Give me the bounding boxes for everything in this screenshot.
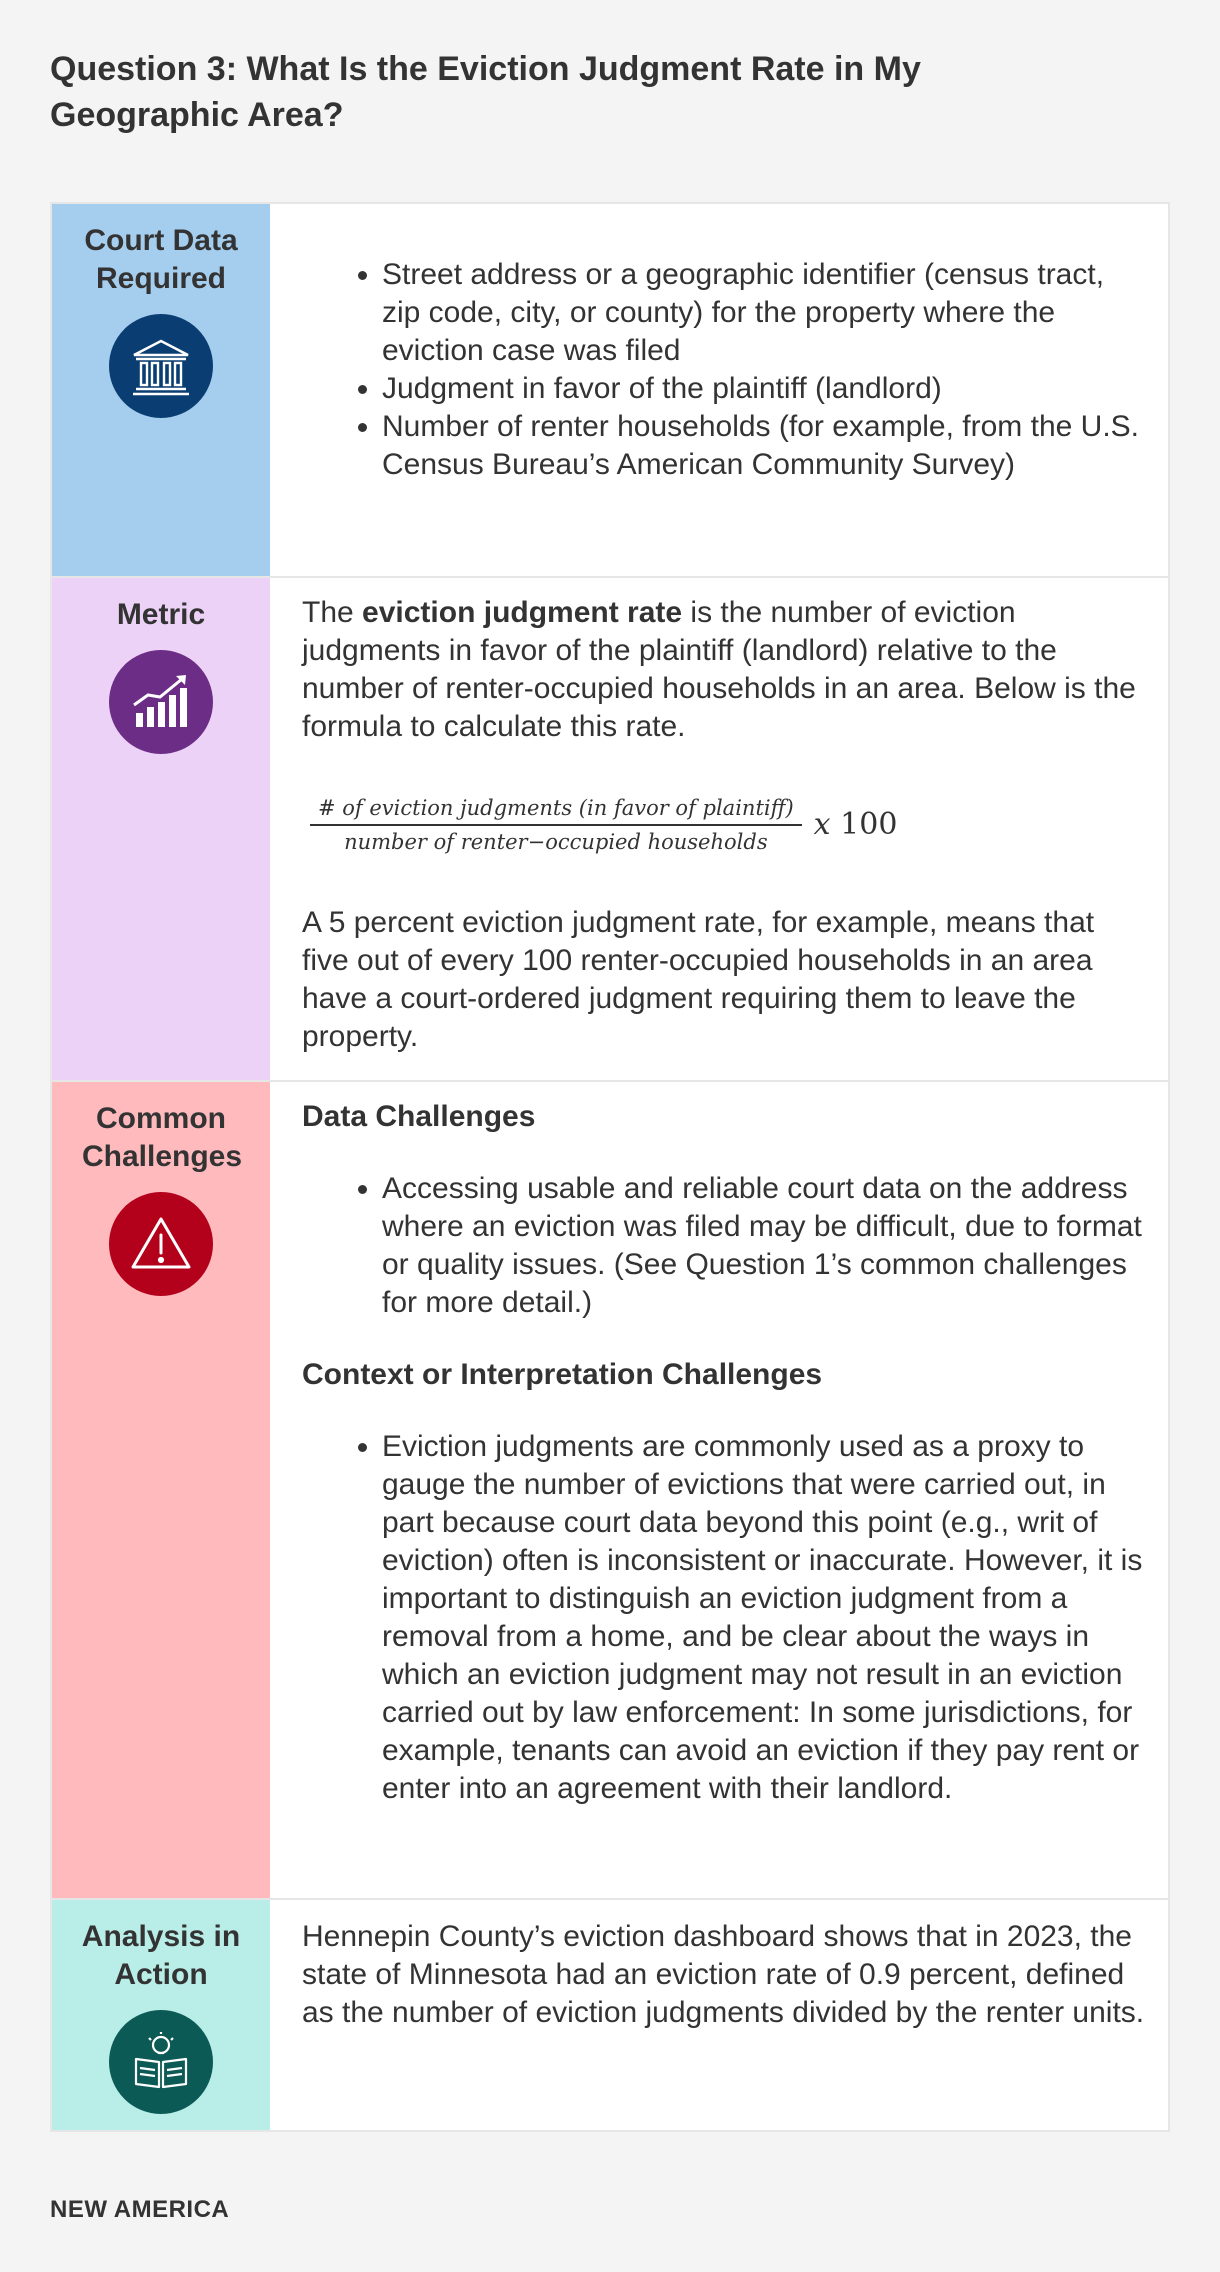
metric-example: A 5 percent eviction judgment rate, for example, means that five out of every 100 renter-occupied households in an area have a court-ordered judgment requiring them to leave the property. bbox=[302, 906, 1095, 1053]
row-challenges bbox=[52, 1082, 1168, 1900]
rate-formula bbox=[310, 794, 1148, 856]
analysis-content bbox=[270, 1900, 1168, 2130]
formula-multiplier bbox=[814, 806, 898, 844]
data-challenges-list bbox=[302, 1170, 1148, 1322]
context-challenges-heading: Context or Interpretation Challenges bbox=[302, 1358, 823, 1391]
data-challenges-heading: Data Challenges bbox=[302, 1100, 536, 1133]
court-data-list bbox=[302, 256, 1148, 484]
metric-label: Metric bbox=[116, 598, 206, 631]
metric-intro-start: The bbox=[302, 596, 363, 629]
metric-content bbox=[270, 578, 1168, 1080]
footer-logo: NEW AMERICA bbox=[50, 2196, 230, 2223]
formula-denominator: number of renter−occupied households bbox=[344, 830, 768, 854]
info-table bbox=[50, 202, 1170, 2132]
formula-factor: 100 bbox=[840, 807, 898, 842]
analysis-text: Hennepin County’s eviction dashboard shows that in 2023, the state of Minnesota had an eviction rate of 0.9 percent, defined as the number of eviction judgments divided by the renter units. bbox=[302, 1920, 1145, 2029]
list-item: • Judgment in favor of the plaintiff (landlord) bbox=[382, 370, 1148, 408]
formula-times-sign: x bbox=[813, 807, 831, 842]
row-analysis bbox=[52, 1900, 1168, 2130]
list-item: • Number of renter households (for example, from the U.S. Census Bureau’s American Community Survey) bbox=[382, 408, 1148, 484]
warning-icon bbox=[109, 1192, 213, 1296]
courthouse-icon bbox=[109, 314, 213, 418]
list-item: • Accessing usable and reliable court data on the address where an eviction was filed may be difficult, due to format or quality issues. (See Question 1’s common challenges for more detail.) bbox=[382, 1170, 1148, 1322]
row-court-data bbox=[52, 204, 1168, 578]
court-data-label: Court Data Required bbox=[84, 224, 238, 295]
row-metric bbox=[52, 578, 1168, 1082]
list-item: • Eviction judgments are commonly used as a proxy to gauge the number of evictions that were carried out, in part because court data beyond this point (e.g., writ of eviction) often is inconsistent or inaccurate. However, it is important to distinguish an eviction judgment from a removal from a home, and be clear about the ways in which an eviction judgment may not result in an eviction carried out by law enforcement: In some jurisdictions, for example, tenants can avoid an eviction if they pay rent or enter into an agreement with their landlord. bbox=[382, 1428, 1148, 1808]
formula-numerator: # of eviction judgments (in favor of plaintiff) bbox=[310, 794, 802, 826]
list-item: • Street address or a geographic identifier (census tract, zip code, city, or county) for the property where the eviction case was filed bbox=[382, 256, 1148, 370]
analysis-label-cell bbox=[52, 1900, 270, 2130]
lightbulb-book-icon bbox=[109, 2010, 213, 2114]
challenges-label-cell bbox=[52, 1082, 270, 1898]
formula-fraction bbox=[310, 794, 802, 856]
court-data-label-cell bbox=[52, 204, 270, 576]
page-title: Question 3: What Is the Eviction Judgment Rate in My Geographic Area? bbox=[50, 50, 921, 134]
metric-term: eviction judgment rate bbox=[362, 596, 683, 629]
challenges-content bbox=[270, 1082, 1168, 1898]
court-data-content bbox=[270, 204, 1168, 576]
metric-label-cell bbox=[52, 578, 270, 1080]
metric-intro-rest: is the number of eviction judgments in favor of the plaintiff (landlord) relative to the number of renter-occupied households in an area. Below is the formula to calculate this rate. bbox=[302, 596, 1136, 743]
context-challenges-list bbox=[302, 1428, 1148, 1808]
growth-chart-icon bbox=[109, 650, 213, 754]
metric-intro bbox=[302, 594, 1148, 746]
analysis-label: Analysis in Action bbox=[81, 1920, 241, 1991]
challenges-label: Common Challenges bbox=[82, 1102, 243, 1173]
